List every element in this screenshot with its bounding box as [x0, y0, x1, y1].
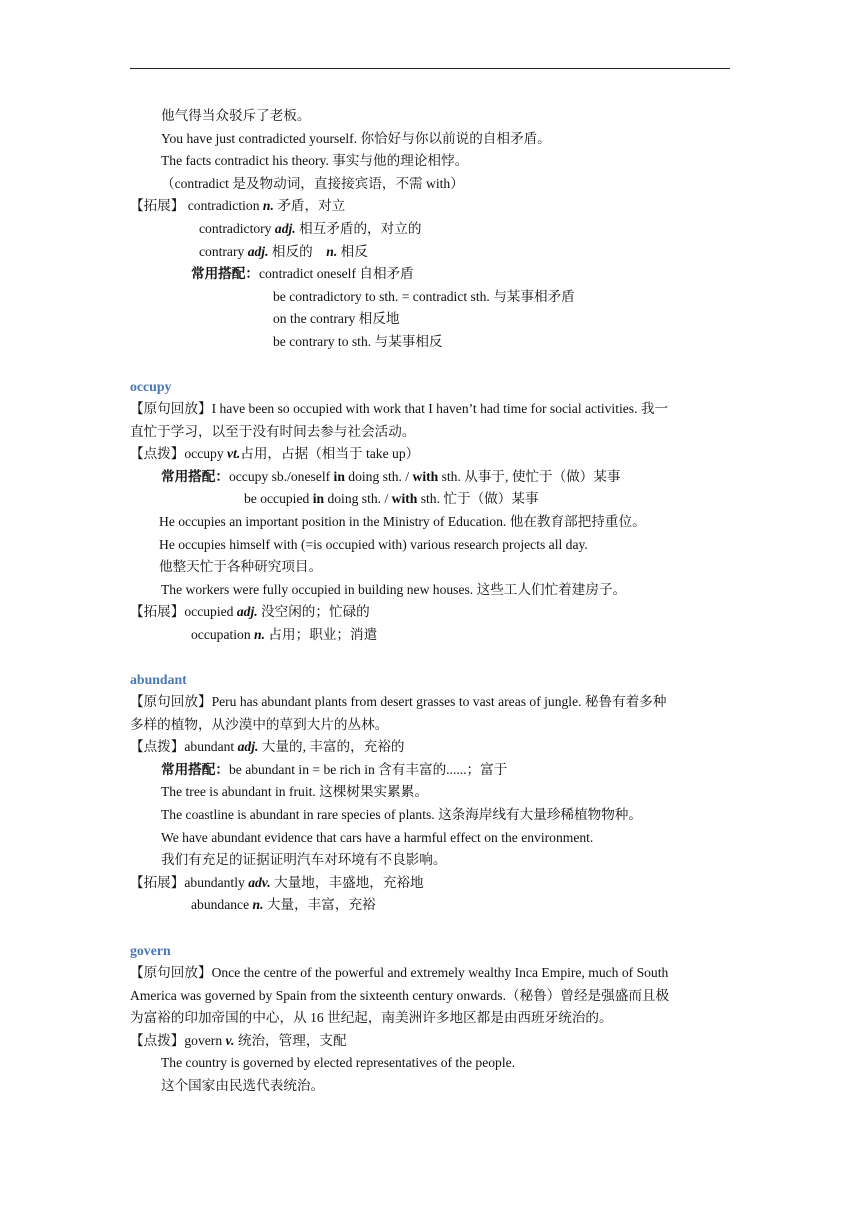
extension-line: occupation n. 占用；职业；消遣: [191, 627, 378, 642]
example-line: 我们有充足的证据证明汽车对环境有不良影响。: [161, 852, 447, 867]
extension-line: contrary adj. 相反的 n. 相反: [199, 244, 368, 259]
collocation-line: be occupied in doing sth. / with sth. 忙于（做）某事: [244, 491, 539, 506]
example-line: The tree is abundant in fruit. 这棵树果实累累。: [161, 784, 428, 799]
extension-line: contradictory adj. 相互矛盾的，对立的: [199, 221, 422, 236]
example-line: The workers were fully occupied in building new houses. 这些工人们忙着建房子。: [161, 582, 627, 597]
extension-line: abundance n. 大量，丰富，充裕: [191, 897, 376, 912]
tip-line: 【点拨】occupy vt.占用，占据（相当于 take up）: [130, 446, 420, 461]
text-line: （contradict 是及物动词，直接接宾语，不需 with）: [161, 176, 464, 191]
example-line: The country is governed by elected representatives of the people.: [161, 1055, 516, 1070]
collocation-line: on the contrary 相反地: [273, 311, 400, 326]
example-line: We have abundant evidence that cars have a harmful effect on the environment.: [161, 830, 594, 845]
original-sentence: 【原句回放】Peru has abundant plants from desert grasses to vast areas of jungle. 秘鲁有着多种: [130, 694, 667, 709]
text-line: 多样的植物，从沙漠中的草到大片的丛林。: [130, 717, 389, 732]
header-rule: [130, 68, 730, 69]
text-line: You have just contradicted yourself. 你恰好与你以前说的自相矛盾。: [161, 131, 551, 146]
collocation-line: 常用搭配：contradict oneself 自相矛盾: [191, 266, 414, 282]
example-line: He occupies himself with (=is occupied with) various research projects all day.: [159, 537, 588, 552]
collocation-line: 常用搭配：be abundant in = be rich in 含有丰富的......；富于: [161, 762, 508, 778]
headword-abundant: abundant: [130, 672, 187, 687]
tip-line: 【点拨】abundant adj. 大量的, 丰富的，充裕的: [130, 739, 405, 754]
original-sentence: 【原句回放】Once the centre of the powerful and extremely wealthy Inca Empire, much of South: [130, 965, 669, 980]
original-sentence: 【原句回放】I have been so occupied with work that I haven’t had time for social activities. 我一: [130, 401, 669, 416]
text-line: America was governed by Spain from the sixteenth century onwards.（秘鲁）曾经是强盛而且极: [130, 988, 670, 1003]
collocation-line: 常用搭配：occupy sb./oneself in doing sth. / with sth. 从事于, 使忙于（做）某事: [161, 469, 621, 485]
text-line: 直忙于学习，以至于没有时间去参与社会活动。: [130, 424, 416, 439]
example-line: The coastline is abundant in rare species of plants. 这条海岸线有大量珍稀植物物种。: [161, 807, 642, 822]
example-line: 这个国家由民选代表统治。: [161, 1078, 325, 1093]
extension-line: 【拓展】 contradiction n. 矛盾，对立: [130, 198, 346, 213]
example-line: 他整天忙于各种研究项目。: [159, 559, 323, 574]
tip-line: 【点拨】govern v. 统治，管理，支配: [130, 1033, 347, 1048]
text-line: 他气得当众驳斥了老板。: [161, 108, 311, 123]
text-line: The facts contradict his theory. 事实与他的理论相悖。: [161, 153, 469, 168]
extension-line: 【拓展】occupied adj. 没空闲的；忙碌的: [130, 604, 370, 619]
collocation-line: be contradictory to sth. = contradict sth. 与某事相矛盾: [273, 289, 575, 304]
text-line: 为富裕的印加帝国的中心，从 16 世纪起，南美洲许多地区都是由西班牙统治的。: [130, 1010, 613, 1025]
headword-govern: govern: [130, 943, 171, 958]
collocation-line: be contrary to sth. 与某事相反: [273, 334, 443, 349]
extension-line: 【拓展】abundantly adv. 大量地，丰盛地，充裕地: [130, 875, 424, 890]
headword-occupy: occupy: [130, 379, 172, 394]
example-line: He occupies an important position in the Ministry of Education. 他在教育部把持重位。: [159, 514, 646, 529]
